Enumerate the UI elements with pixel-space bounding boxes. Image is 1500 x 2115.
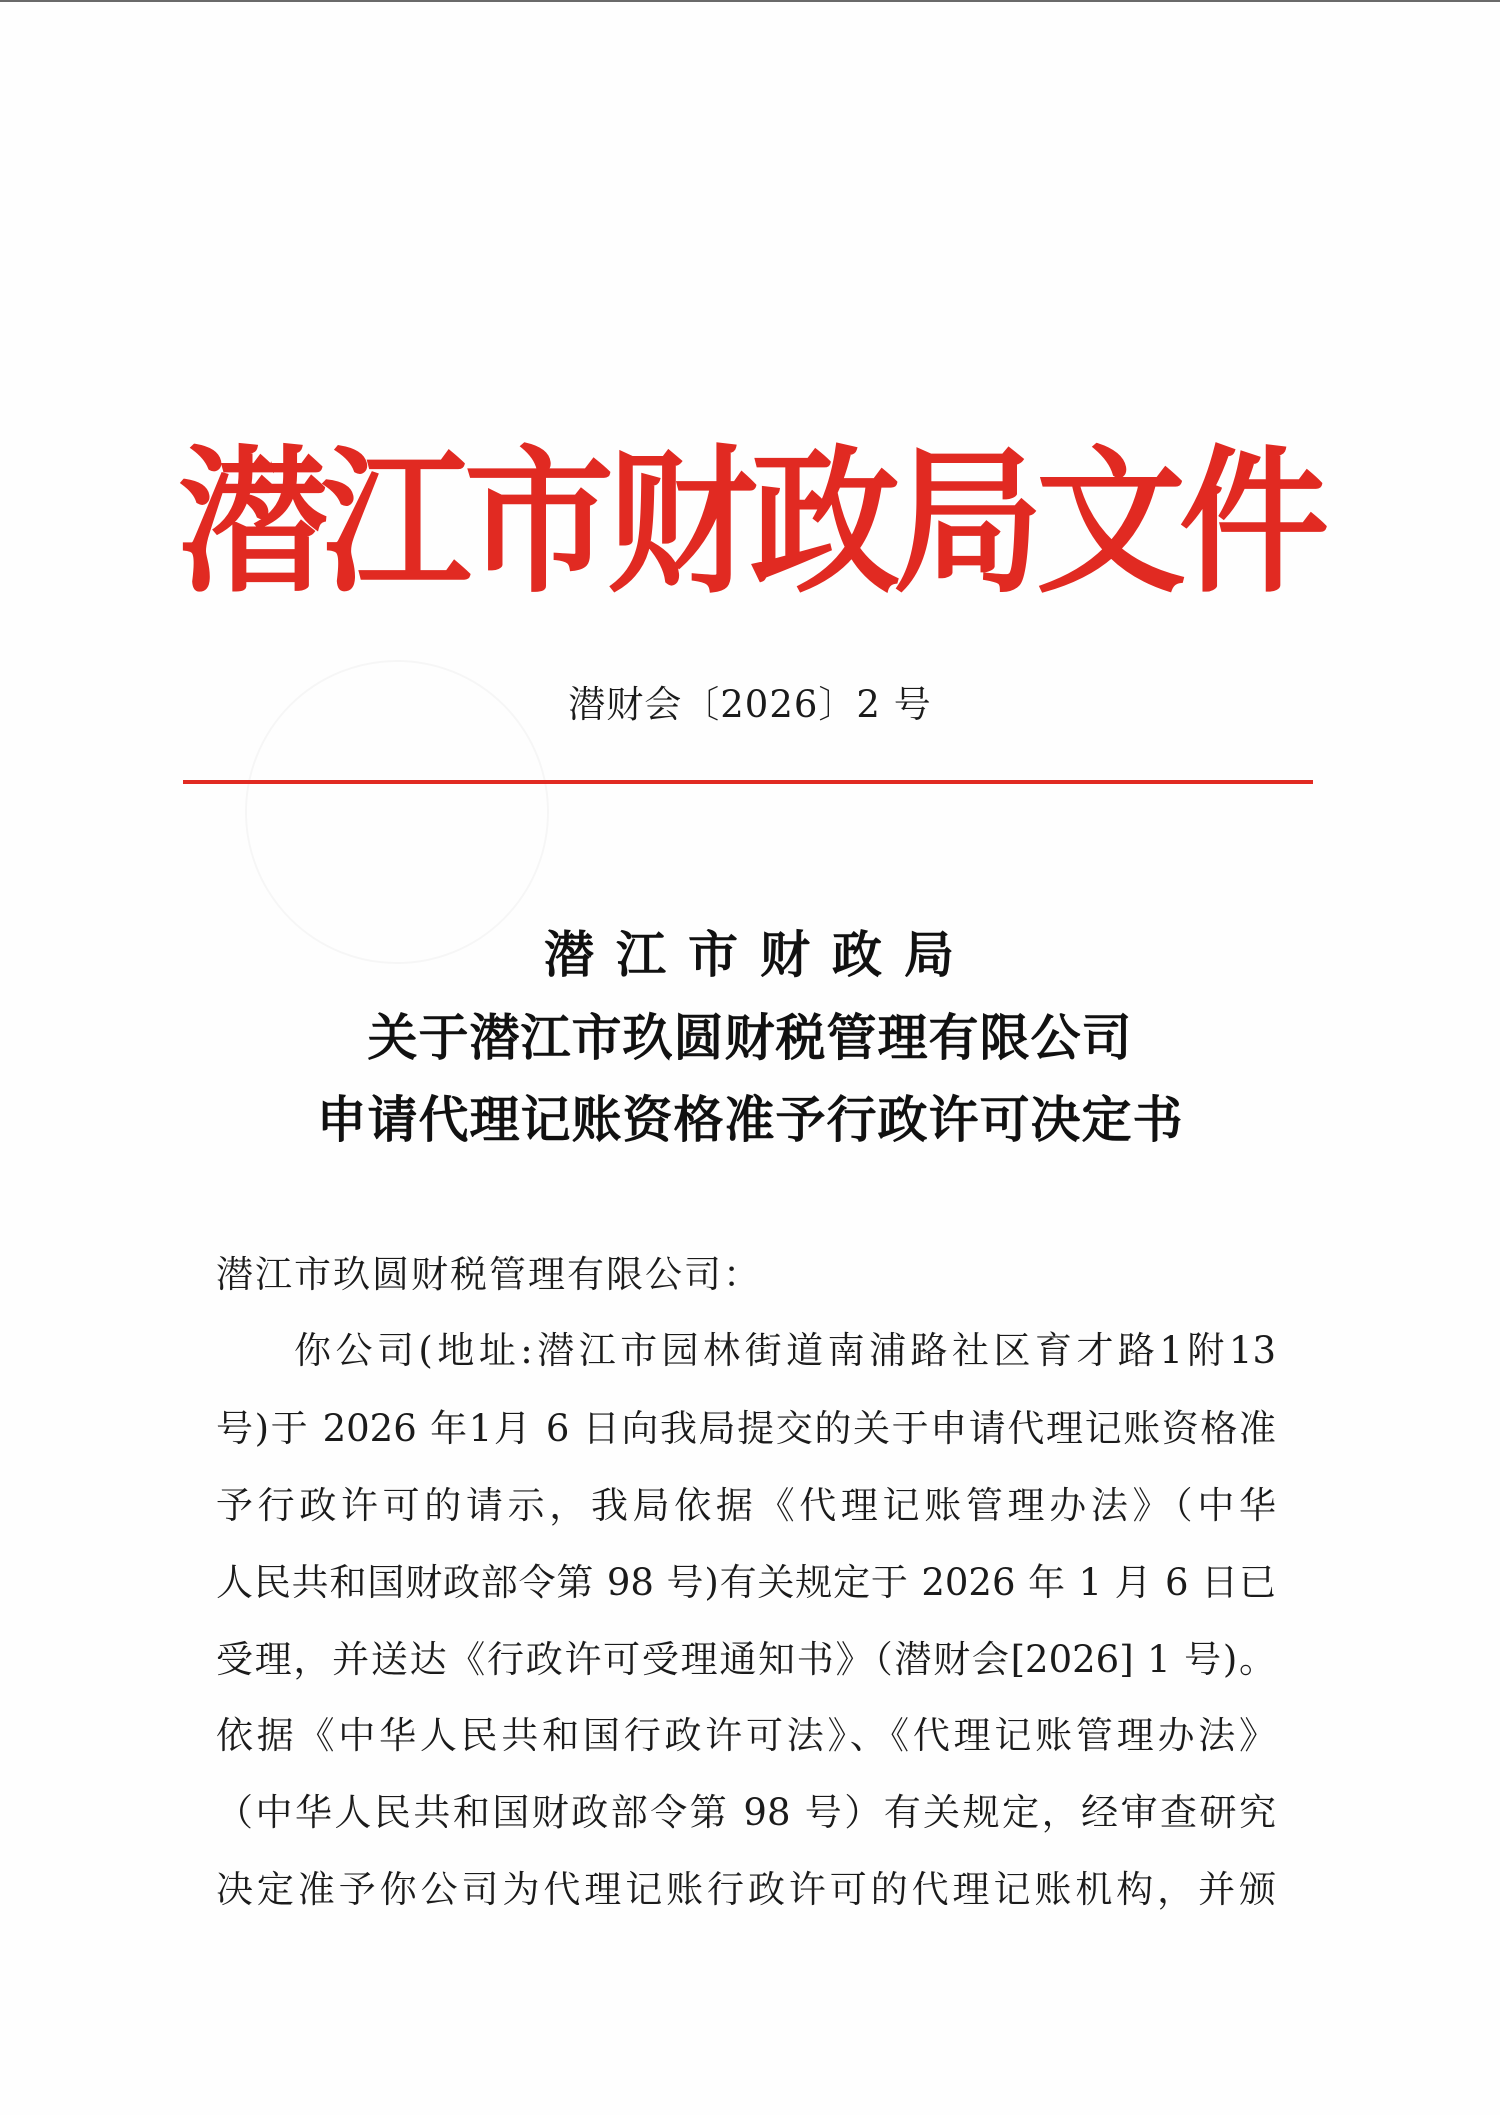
body-line-6: 依据《中华人民共和国行政许可法》、《代理记账管理办法》 bbox=[216, 1714, 1276, 1757]
document-masthead: 潜江市财政局文件 bbox=[178, 430, 1323, 615]
salutation: 潜江市玖圆财税管理有限公司： bbox=[216, 1253, 762, 1296]
body-line-5: 受理，并送达《行政许可受理通知书》（潜财会[2026] 1 号)。 bbox=[216, 1638, 1276, 1681]
body-line-3: 予行政许可的请示，我局依据《代理记账管理办法》（中华 bbox=[216, 1484, 1276, 1527]
body-line-2: 号)于 2026 年1月 6 日向我局提交的关于申请代理记账资格准 bbox=[216, 1407, 1276, 1450]
body-line-1: 你公司(地址:潜江市园林街道南浦路社区育才路1附13 bbox=[294, 1329, 1276, 1372]
red-divider-line bbox=[183, 780, 1313, 784]
body-line-4: 人民共和国财政部令第 98 号)有关规定于 2026 年 1 月 6 日已 bbox=[216, 1561, 1276, 1604]
scan-top-edge bbox=[0, 0, 1500, 2]
title-line-3: 申请代理记账资格准予行政许可决定书 bbox=[316, 1090, 1184, 1149]
title-line-2: 关于潜江市玖圆财税管理有限公司 bbox=[367, 1008, 1133, 1067]
body-line-8: 决定准予你公司为代理记账行政许可的代理记账机构，并颁 bbox=[216, 1868, 1276, 1911]
document-number: 潜财会〔2026〕2 号 bbox=[568, 683, 932, 726]
body-line-7: （中华人民共和国财政部令第 98 号）有关规定，经审查研究 bbox=[216, 1791, 1276, 1834]
title-line-1: 潜江市财政局 bbox=[544, 925, 976, 984]
